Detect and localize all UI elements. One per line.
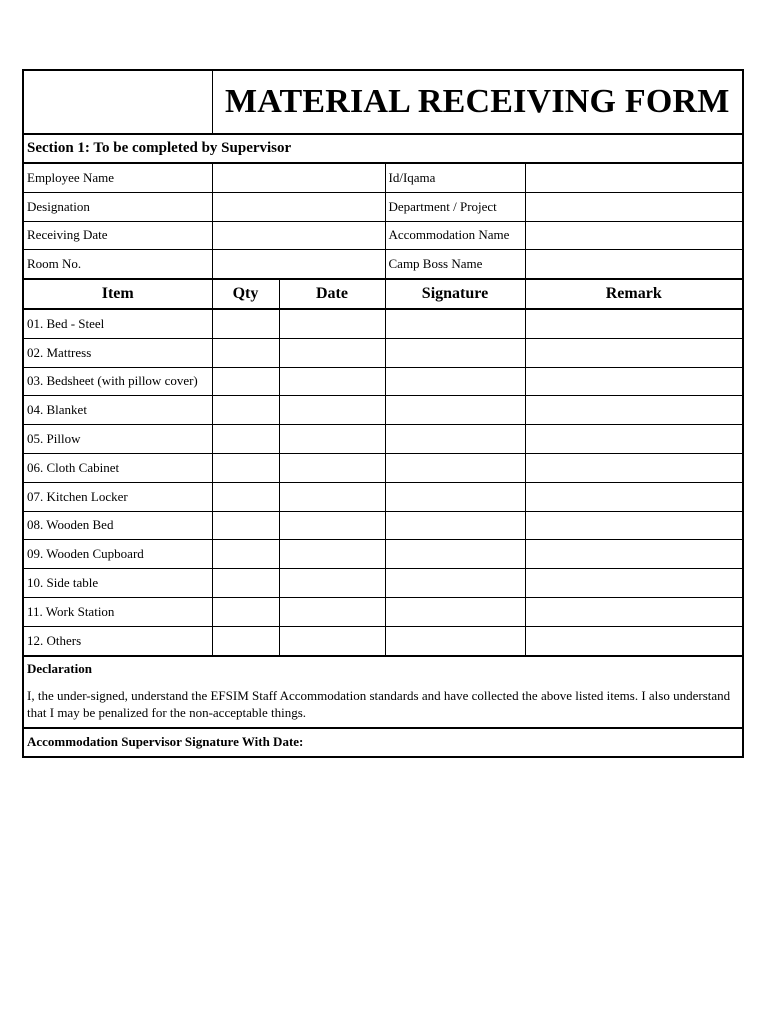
remark-cell[interactable] [525, 511, 743, 540]
receiving-date-field[interactable] [212, 221, 385, 250]
item-name-cell: 07. Kitchen Locker [23, 482, 212, 511]
qty-cell[interactable] [212, 626, 279, 655]
remark-cell[interactable] [525, 367, 743, 396]
department-label: Department / Project [385, 192, 525, 221]
remark-cell[interactable] [525, 338, 743, 367]
form-title: MATERIAL RECEIVING FORM [212, 70, 743, 134]
item-name-cell: 04. Blanket [23, 396, 212, 425]
accommodation-name-label: Accommodation Name [385, 221, 525, 250]
supervisor-signature-label: Accommodation Supervisor Signature With Date: [23, 728, 743, 758]
item-name-cell: 02. Mattress [23, 338, 212, 367]
item-name-cell: 09. Wooden Cupboard [23, 540, 212, 569]
declaration-text: I, the under-signed, understand the EFSIM Staff Accommodation standards and have collected the above listed items. I also understand that I may be penalized for the non-acceptable things. [27, 687, 731, 720]
date-cell[interactable] [279, 425, 385, 454]
remark-cell[interactable] [525, 453, 743, 482]
section-1-heading: Section 1: To be completed by Supervisor [23, 134, 743, 163]
signature-cell[interactable] [385, 338, 525, 367]
item-name-cell: 06. Cloth Cabinet [23, 453, 212, 482]
table-row [23, 569, 743, 598]
table-row [23, 338, 743, 367]
table-row [23, 511, 743, 540]
date-cell[interactable] [279, 511, 385, 540]
designation-field[interactable] [212, 192, 385, 221]
qty-cell[interactable] [212, 540, 279, 569]
remark-cell[interactable] [525, 597, 743, 626]
date-cell[interactable] [279, 396, 385, 425]
qty-cell[interactable] [212, 425, 279, 454]
table-row [23, 597, 743, 626]
table-row [23, 425, 743, 454]
signature-cell[interactable] [385, 626, 525, 655]
remark-cell[interactable] [525, 569, 743, 598]
remark-cell[interactable] [525, 482, 743, 511]
qty-cell[interactable] [212, 396, 279, 425]
item-name-cell: 10. Side table [23, 569, 212, 598]
item-name-cell: 12. Others [23, 626, 212, 655]
receiving-date-label: Receiving Date [23, 221, 212, 250]
employee-name-field[interactable] [212, 163, 385, 192]
table-row [23, 367, 743, 396]
date-cell[interactable] [279, 540, 385, 569]
table-row [23, 540, 743, 569]
signature-cell[interactable] [385, 396, 525, 425]
item-name-cell: 03. Bedsheet (with pillow cover) [23, 367, 212, 396]
item-name-cell: 05. Pillow [23, 425, 212, 454]
qty-cell[interactable] [212, 597, 279, 626]
date-cell[interactable] [279, 338, 385, 367]
designation-label: Designation [23, 192, 212, 221]
id-iqama-field[interactable] [525, 163, 743, 192]
item-name-cell: 11. Work Station [23, 597, 212, 626]
declaration-cell [23, 656, 743, 728]
signature-cell[interactable] [385, 425, 525, 454]
date-cell[interactable] [279, 453, 385, 482]
accommodation-name-field[interactable] [525, 221, 743, 250]
signature-column-header: Signature [385, 279, 525, 309]
signature-cell[interactable] [385, 482, 525, 511]
id-iqama-label: Id/Iqama [385, 163, 525, 192]
remark-cell[interactable] [525, 396, 743, 425]
signature-cell[interactable] [385, 540, 525, 569]
table-row [23, 453, 743, 482]
department-field[interactable] [525, 192, 743, 221]
room-no-field[interactable] [212, 250, 385, 279]
signature-cell[interactable] [385, 367, 525, 396]
logo-cell [23, 70, 212, 134]
camp-boss-label: Camp Boss Name [385, 250, 525, 279]
qty-cell[interactable] [212, 511, 279, 540]
date-cell[interactable] [279, 626, 385, 655]
qty-cell[interactable] [212, 569, 279, 598]
declaration-title: Declaration [27, 660, 92, 676]
signature-cell[interactable] [385, 453, 525, 482]
remark-column-header: Remark [525, 279, 743, 309]
table-row [23, 482, 743, 511]
date-cell[interactable] [279, 597, 385, 626]
signature-cell[interactable] [385, 597, 525, 626]
room-no-label: Room No. [23, 250, 212, 279]
remark-cell[interactable] [525, 309, 743, 338]
material-receiving-form [22, 69, 742, 758]
qty-cell[interactable] [212, 367, 279, 396]
camp-boss-field[interactable] [525, 250, 743, 279]
item-column-header: Item [23, 279, 212, 309]
signature-cell[interactable] [385, 309, 525, 338]
date-cell[interactable] [279, 569, 385, 598]
qty-column-header: Qty [212, 279, 279, 309]
table-row [23, 626, 743, 655]
qty-cell[interactable] [212, 453, 279, 482]
table-row [23, 309, 743, 338]
employee-name-label: Employee Name [23, 163, 212, 192]
date-cell[interactable] [279, 309, 385, 338]
item-name-cell: 08. Wooden Bed [23, 511, 212, 540]
form-table [22, 69, 744, 758]
remark-cell[interactable] [525, 626, 743, 655]
qty-cell[interactable] [212, 482, 279, 511]
qty-cell[interactable] [212, 338, 279, 367]
signature-cell[interactable] [385, 511, 525, 540]
item-name-cell: 01. Bed - Steel [23, 309, 212, 338]
qty-cell[interactable] [212, 309, 279, 338]
items-table-body [23, 309, 743, 656]
remark-cell[interactable] [525, 540, 743, 569]
remark-cell[interactable] [525, 425, 743, 454]
table-row [23, 396, 743, 425]
date-column-header: Date [279, 279, 385, 309]
signature-cell[interactable] [385, 569, 525, 598]
date-cell[interactable] [279, 367, 385, 396]
date-cell[interactable] [279, 482, 385, 511]
